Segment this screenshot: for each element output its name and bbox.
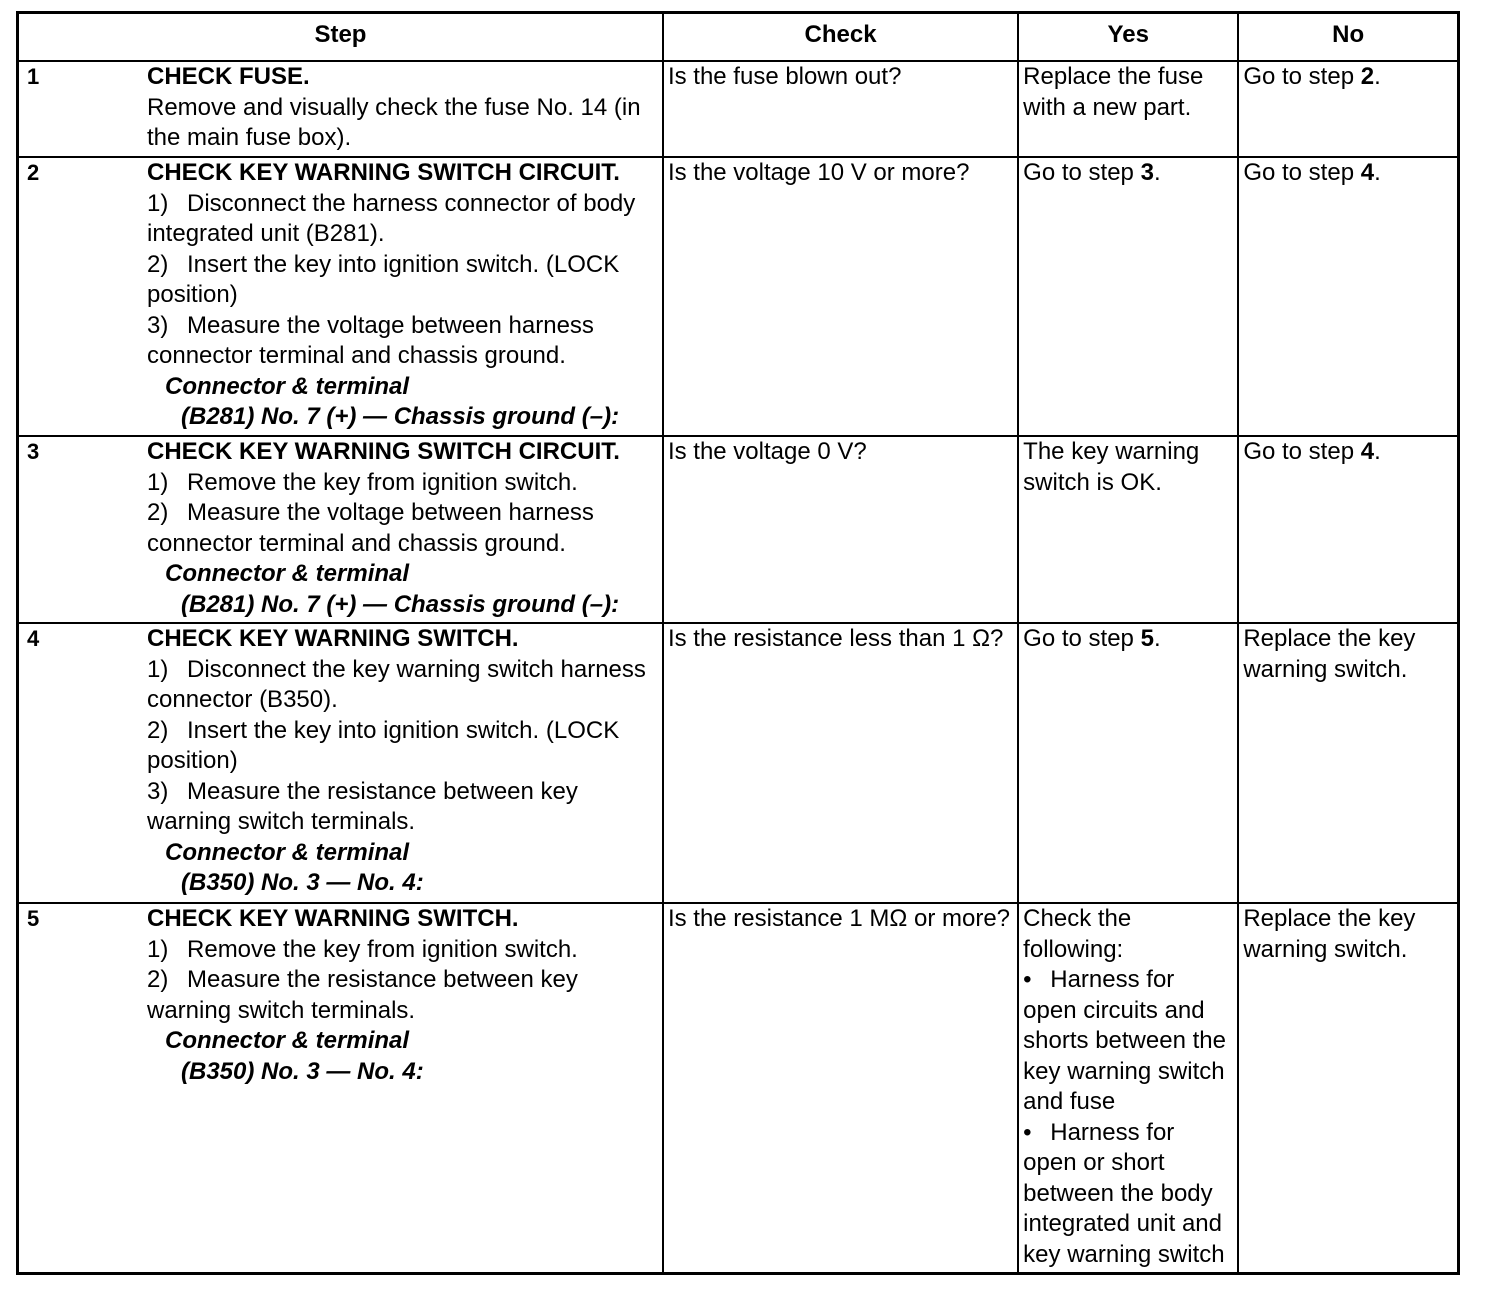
no-step-ref: 2 [1360,63,1375,90]
header-yes: Yes [1018,13,1238,62]
header-no: No [1238,13,1458,62]
step-instruction: Remove and visually check the fuse No. 14 (in the main fuse box). [147,93,641,151]
step-number: 1 [27,64,40,89]
yes-step-ref: 3 [1140,159,1154,186]
step-instruction: 1) Remove the key from ignition switch. [147,468,578,496]
check-cell: Is the voltage 0 V? [663,436,1018,623]
no-step-ref: 4 [1360,159,1375,186]
connector-label: Connector & terminal [165,838,410,866]
step-title: CHECK KEY WARNING SWITCH CIRCUIT. [147,438,620,465]
check-cell: Is the voltage 10 V or more? [663,157,1018,436]
table-row [18,157,1459,436]
step-number: 5 [27,906,40,931]
table-row [18,623,1459,903]
step-cell [18,61,663,157]
no-prefix: Go to step [1243,159,1361,186]
yes-cell: Replace the fuse with a new part. [1018,61,1238,157]
yes-suffix: . [1153,625,1161,652]
check-cell: Is the fuse blown out? [663,61,1018,157]
step-cell [18,436,663,623]
no-suffix: . [1374,159,1381,186]
no-suffix: . [1374,63,1381,90]
no-cell [1238,61,1458,157]
step-title: CHECK FUSE. [147,63,310,90]
step-cell [18,157,663,436]
no-cell: Replace the key warning switch. [1238,903,1458,1274]
step-title: CHECK KEY WARNING SWITCH. [147,625,519,652]
connector-value: (B281) No. 7 (+) — Chassis ground (–): [181,590,620,618]
no-cell: Replace the key warning switch. [1238,623,1458,903]
no-prefix: Go to step [1243,63,1361,90]
no-suffix: . [1374,438,1381,465]
yes-suffix: . [1153,159,1161,186]
connector-value: (B350) No. 3 — No. 4: [181,1057,424,1085]
step-instruction: 3) Measure the resistance between key warning switch terminals. [147,777,578,835]
step-title: CHECK KEY WARNING SWITCH. [147,905,519,932]
check-cell: Is the resistance 1 MΩ or more? [663,903,1018,1274]
yes-cell [1018,623,1238,903]
table-row [18,903,1459,1274]
yes-cell: The key warning switch is OK. [1018,436,1238,623]
yes-intro: Check the following: [1023,905,1132,963]
step-instruction: 1) Remove the key from ignition switch. [147,935,578,963]
step-instruction: 1) Disconnect the key warning switch harness connector (B350). [147,655,646,713]
header-step: Step [18,13,663,62]
yes-prefix: Go to step [1023,625,1141,652]
no-cell [1238,436,1458,623]
yes-bullet: • Harness for open or short between the body integrated unit and key warning switch [1023,1118,1225,1268]
yes-cell [1018,157,1238,436]
table-row [18,436,1459,623]
no-cell [1238,157,1458,436]
header-check: Check [663,13,1018,62]
step-instruction: 2) Measure the voltage between harness connector terminal and chassis ground. [147,499,594,557]
step-instruction: 2) Insert the key into ignition switch. (LOCK position) [147,250,620,308]
step-cell [18,623,663,903]
connector-label: Connector & terminal [165,1027,410,1054]
connector-label: Connector & terminal [165,372,410,400]
check-cell: Is the resistance less than 1 Ω? [663,623,1018,903]
step-instruction: 2) Measure the resistance between key warning switch terminals. [147,966,578,1024]
connector-value: (B350) No. 3 — No. 4: [181,869,424,896]
connector-value: (B281) No. 7 (+) — Chassis ground (–): [181,403,620,430]
no-prefix: Go to step [1243,438,1361,465]
step-number: 3 [27,439,40,464]
step-number: 2 [27,160,40,185]
no-step-ref: 4 [1360,438,1375,465]
table-row [18,61,1459,157]
step-title: CHECK KEY WARNING SWITCH CIRCUIT. [147,159,620,186]
step-instruction: 2) Insert the key into ignition switch. (LOCK position) [147,716,620,774]
step-cell [18,903,663,1274]
yes-cell [1018,903,1238,1274]
connector-label: Connector & terminal [165,560,410,587]
header-row [18,13,1459,62]
yes-step-ref: 5 [1140,625,1154,652]
yes-bullet: • Harness for open circuits and shorts between the key warning switch and fuse [1023,966,1226,1115]
step-instruction: 3) Measure the voltage between harness connector terminal and chassis ground. [147,311,594,369]
troubleshooting-table [16,11,1460,1275]
yes-prefix: Go to step [1023,159,1141,186]
step-instruction: 1) Disconnect the harness connector of body integrated unit (B281). [147,189,636,247]
step-number: 4 [27,626,40,651]
